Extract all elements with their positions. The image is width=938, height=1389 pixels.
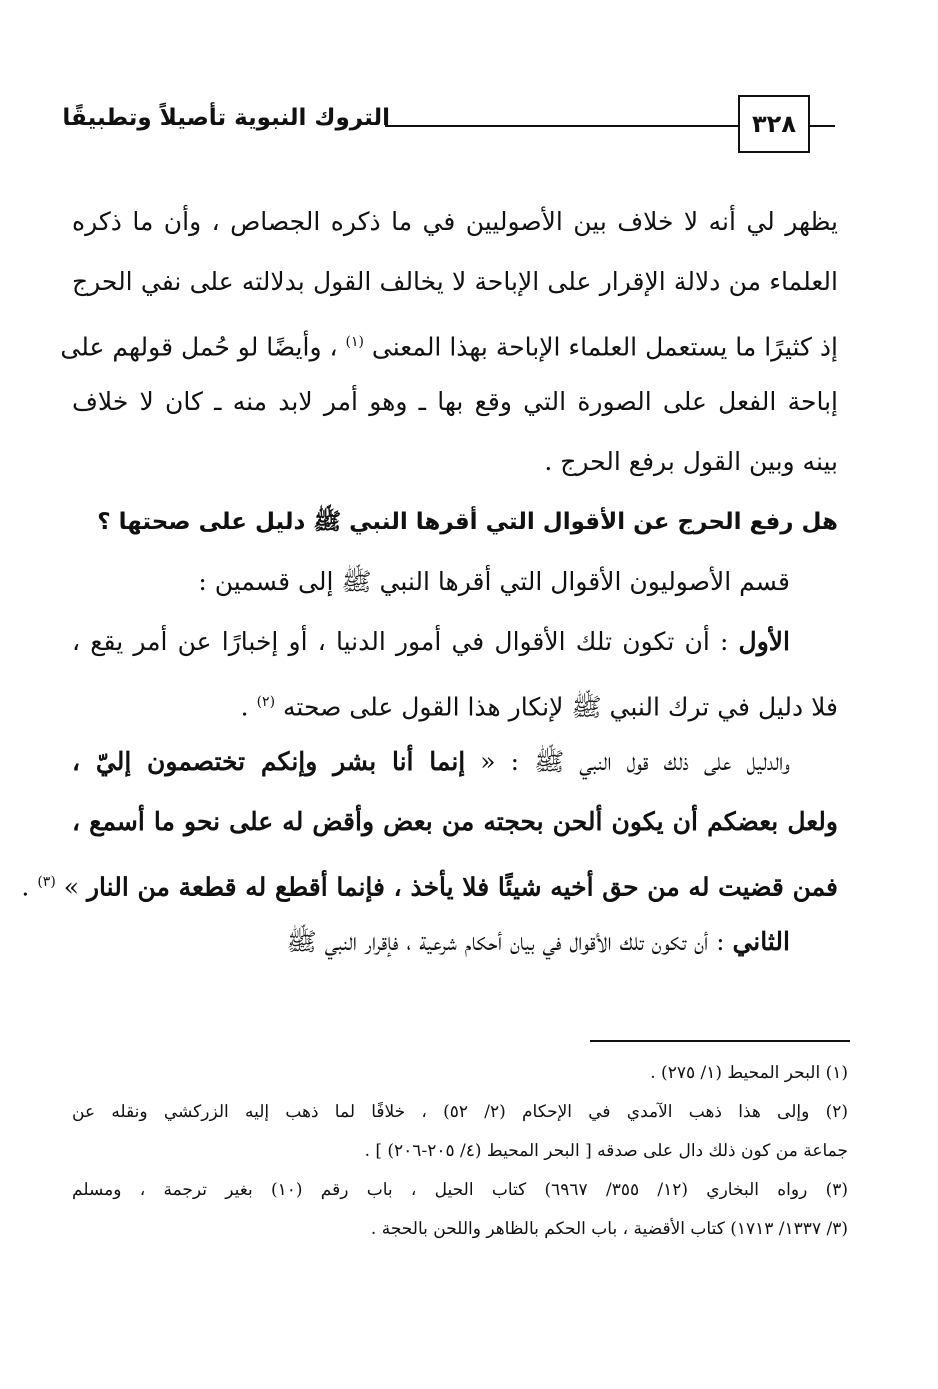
text-line <box>60 312 838 372</box>
footnote-2: (٢) وإلى هذا ذهب الآمدي في الإحكام (٢/ ٥٢) ، خلافًا لما ذهب إليه الزركشي ونقله عن <box>72 1102 848 1122</box>
footnote-3-cont: (٣/ ١٣٣٧/ ١٧١٣) كتاب الأقضية ، باب الحكم بالظاهر واللحن بالحجة . <box>370 1219 848 1239</box>
text-segment: » <box>63 872 87 902</box>
main-text <box>21 192 838 972</box>
footnotes <box>72 1054 848 1249</box>
text-segment: والدليل على ذلك قول النبي ﷺ : « <box>465 747 790 776</box>
text-segment: ، وأيضًا لو حُمل قولهم على <box>60 332 346 362</box>
text-line: إباحة الفعل على الصورة التي وقع بها ـ وهو أمر لابد منه ـ كان لا خلاف <box>72 387 838 416</box>
text-segment: فلا دليل في ترك النبي ﷺ لإنكار هذا القول على صحته <box>283 692 838 722</box>
text-line: العلماء من دلالة الإقرار على الإباحة لا يخالف القول بدلالته على نفي الحرج <box>72 267 838 296</box>
footnote-ref-1[interactable]: (١) <box>345 334 364 350</box>
footnote-1: (١) البحر المحيط (١/ ٢٧٥) . <box>650 1063 848 1083</box>
text-segment: : أن تكون تلك الأقوال في بيان أحكام شرعية ، فإقرار النبي ﷺ <box>286 927 733 956</box>
text-segment: إذ كثيرًا ما يستعمل العلماء الإباحة بهذا المعنى <box>371 332 838 362</box>
text-line: بينه وبين القول برفع الحرج . <box>544 447 838 476</box>
footnote-ref-2[interactable]: (٢) <box>256 694 276 710</box>
text-line <box>72 732 838 792</box>
footnote-separator <box>590 1040 850 1042</box>
text-line <box>72 672 838 732</box>
text-line: يظهر لي أنه لا خلاف بين الأصوليين في ما ذكره الجصاص ، وأن ما ذكره <box>72 207 838 236</box>
running-title: التروك النبوية تأصيلاً وتطبيقًا <box>62 105 390 131</box>
footnote-2-cont: جماعة من كون ذلك دال على صدقه [ البحر المحيط (٤/ ٢٠٥-٢٠٦) ] . <box>364 1141 848 1161</box>
page-number: ٣٢٨ <box>738 95 810 153</box>
text-line <box>72 612 838 672</box>
text-line <box>72 912 838 972</box>
section-label-first: الأول <box>738 627 790 656</box>
hadith-line: ولعل بعضكم أن يكون ألحن بحجته من بعض وأقض له على نحو ما أسمع ، <box>72 807 838 836</box>
section-label-second: الثاني <box>732 927 790 956</box>
footnote-ref-3[interactable]: (٣) <box>37 874 56 890</box>
section-heading: هل رفع الحرج عن الأقوال التي أقرها النبي ﷺ دليل على صحتها ؟ <box>97 509 838 535</box>
text-segment: . <box>240 692 257 722</box>
hadith-text: فمن قضيت له من حق أخيه شيئًا فلا يأخذ ، فإنما أقطع له قطعة من النار <box>86 872 838 902</box>
text-line <box>21 852 838 912</box>
text-line: قسم الأصوليون الأقوال التي أقرها النبي ﷺ إلى قسمين : <box>198 567 790 596</box>
text-segment: : أن تكون تلك الأقوال في أمور الدنيا ، أو إخبارًا عن أمر يقع ، <box>72 627 739 656</box>
footnote-3: (٣) رواه البخاري (١٢/ ٣٥٥/ ٦٩٦٧) كتاب الحيل ، باب رقم (١٠) بغير ترجمة ، ومسلم <box>72 1180 849 1200</box>
hadith-text: إنما أنا بشر وإنكم تختصمون إليّ ، <box>72 747 466 776</box>
page-header <box>60 95 835 159</box>
text-segment: . <box>21 872 38 902</box>
